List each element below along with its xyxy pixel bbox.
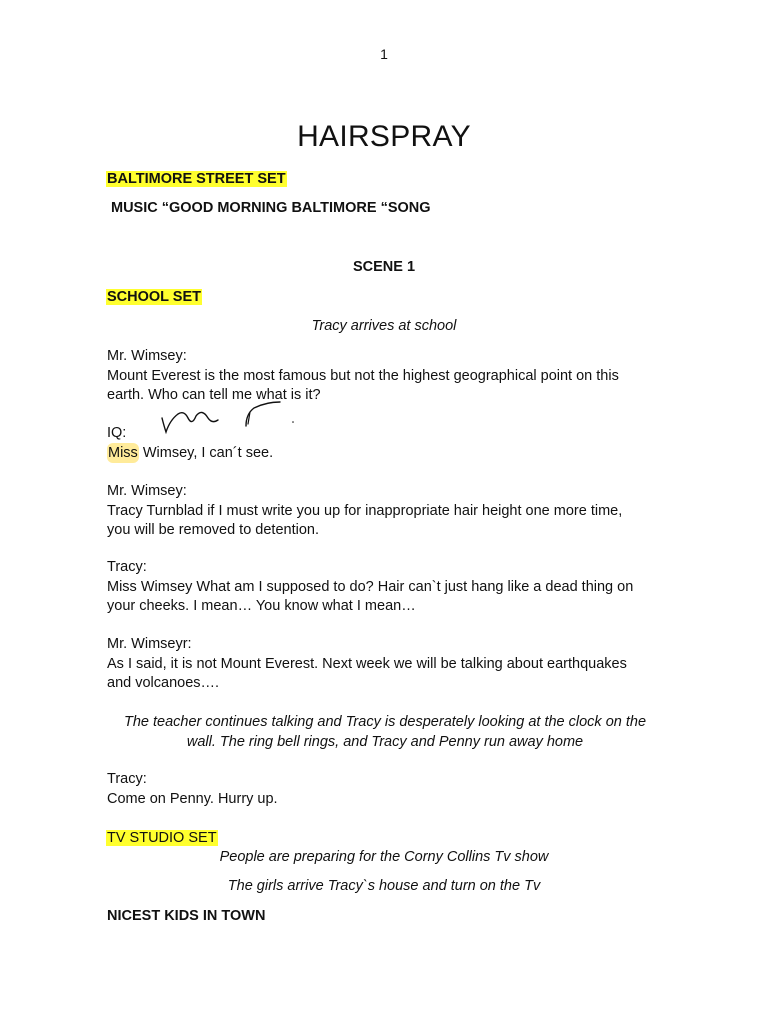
speaker-name: Tracy: <box>107 771 147 787</box>
stage-direction-line: wall. The ring bell rings, and Tracy and Penny run away home <box>186 734 584 750</box>
speaker-name: Mr. Wimsey: <box>107 348 187 364</box>
scene-heading: SCENE 1 <box>352 259 416 275</box>
dialogue-line: Come on Penny. Hurry up. <box>107 790 278 807</box>
speaker-name: Mr. Wimsey: <box>107 483 187 499</box>
hand-highlight: Miss <box>108 444 138 461</box>
set-heading-label: SCHOOL SET <box>107 289 201 305</box>
dialogue-line: your cheeks. I mean… You know what I mean… <box>107 598 416 614</box>
dialogue-block <box>107 770 667 809</box>
stage-direction: People are preparing for the Corny Collins Tv show <box>219 849 549 865</box>
document-title: HAIRSPRAY <box>297 120 471 153</box>
speaker-name: Tracy: <box>107 559 147 575</box>
speaker-name: Mr. Wimseyr: <box>107 636 192 652</box>
dialogue-line: Mount Everest is the most famous but not the highest geographical point on this <box>107 367 619 384</box>
stage-direction: Tracy arrives at school <box>311 318 457 334</box>
set-heading-label: TV STUDIO SET <box>107 830 217 846</box>
speaker-name: IQ: <box>107 425 127 441</box>
dialogue-text: Wimsey, I can´t see. <box>138 444 274 461</box>
set-heading-school <box>106 288 202 306</box>
set-heading-label: BALTIMORE STREET SET <box>107 171 286 187</box>
dialogue-line: earth. Who can tell me what is it? <box>107 387 321 403</box>
set-heading-baltimore <box>106 170 287 188</box>
dialogue-block <box>107 482 667 541</box>
dialogue-line <box>107 444 667 464</box>
dialogue-block <box>107 424 667 463</box>
set-heading-tv-studio <box>106 829 218 847</box>
dialogue-line: you will be removed to detention. <box>107 522 319 538</box>
dialogue-line: As I said, it is not Mount Everest. Next week we will be talking about earthquakes <box>107 655 627 672</box>
stage-direction-block <box>107 712 663 752</box>
dialogue-line: Miss Wimsey What am I supposed to do? Hair can`t just hang like a dead thing on <box>107 578 634 595</box>
music-cue-nicest-kids: NICEST KIDS IN TOWN <box>107 908 266 924</box>
dialogue-block <box>107 558 667 617</box>
stage-direction: The girls arrive Tracy`s house and turn on the Tv <box>227 878 541 894</box>
dialogue-block <box>107 635 667 694</box>
dialogue-line: and volcanoes…. <box>107 675 220 691</box>
music-cue-good-morning: MUSIC “GOOD MORNING BALTIMORE “SONG <box>111 200 431 216</box>
page-number: 1 <box>380 46 388 62</box>
stage-direction-line: The teacher continues talking and Tracy is desperately looking at the clock on the <box>123 714 647 730</box>
dialogue-line: Tracy Turnblad if I must write you up for inappropriate hair height one more time, <box>107 502 623 519</box>
